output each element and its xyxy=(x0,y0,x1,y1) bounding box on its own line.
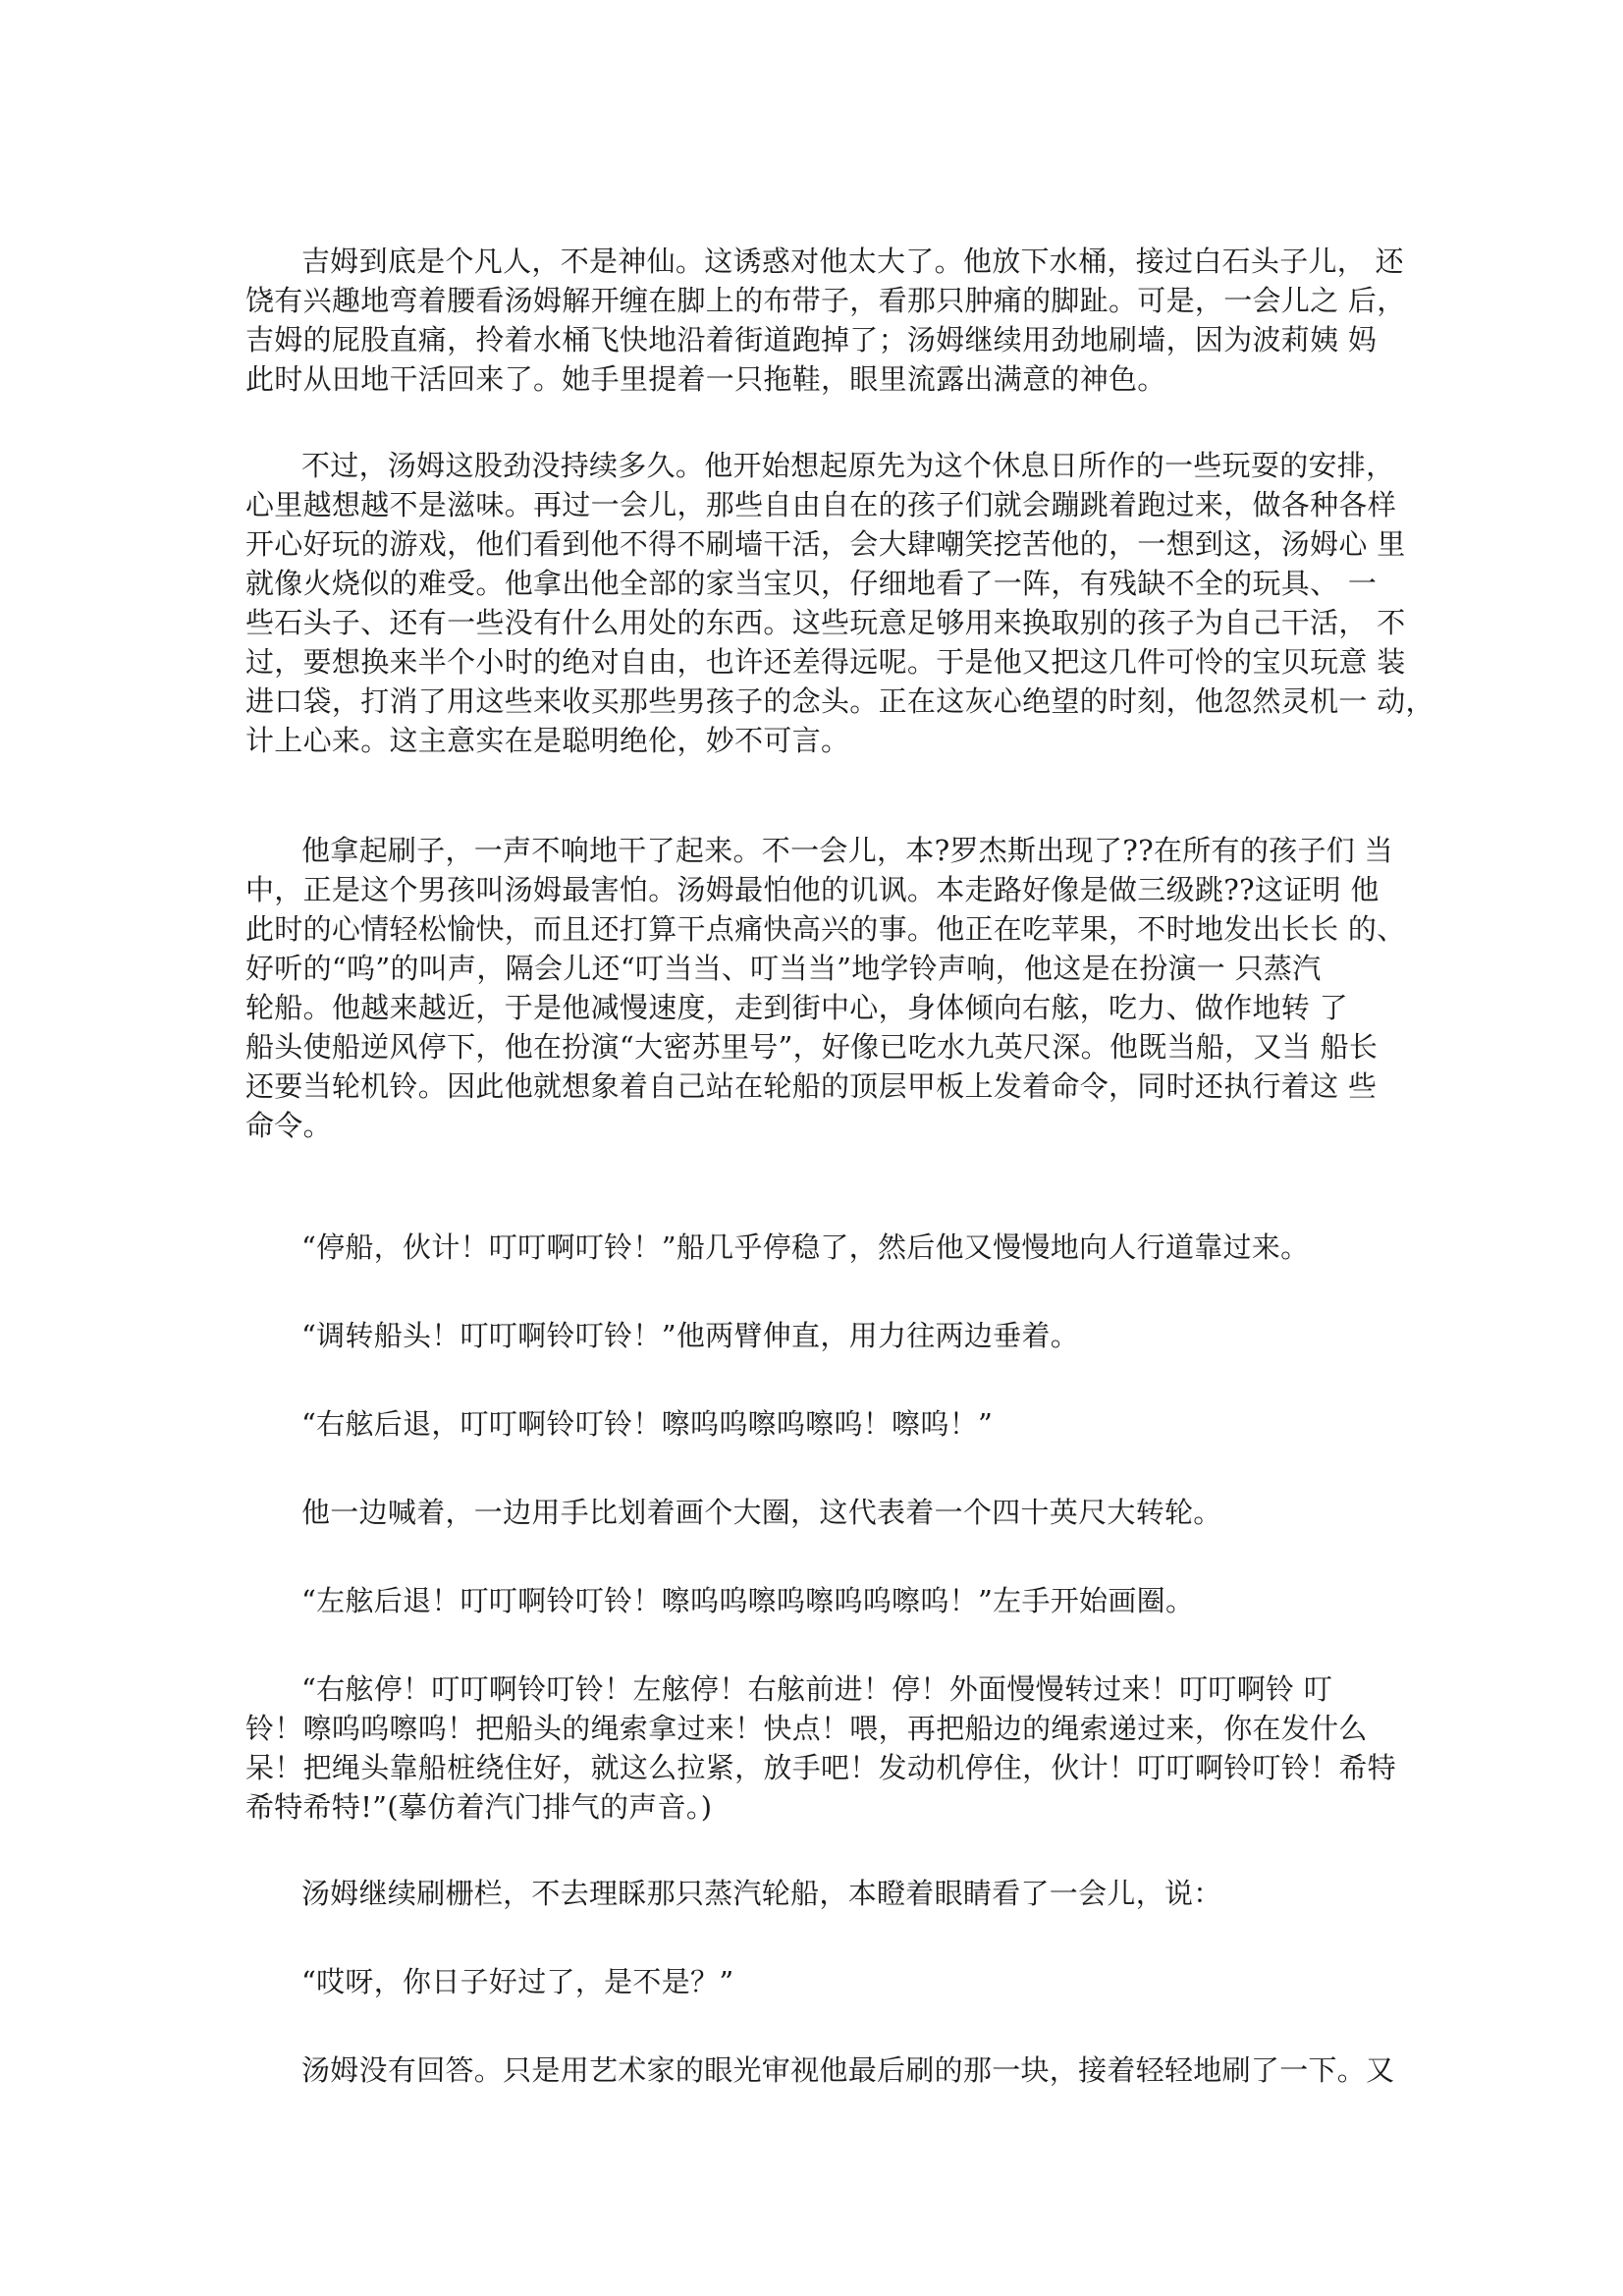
text-line: “左舷后退！叮叮啊铃叮铃！嚓呜呜嚓呜嚓呜呜嚓呜！”左手开始画圈。 xyxy=(301,1584,1195,1617)
text-line: 中，正是这个男孩叫汤姆最害怕。汤姆最怕他的讥讽。本走路好像是做三级跳??这证明 他 xyxy=(245,873,1380,906)
text-line: 吉姆到底是个凡人，不是神仙。这诱惑对他太大了。他放下水桶，接过白石头子儿， 还 xyxy=(301,245,1404,278)
text-line: 此时的心情轻松愉快，而且还打算干点痛快高兴的事。他正在吃苹果，不时地发出长长 的、 xyxy=(245,912,1406,946)
text-line: “右舷后退，叮叮啊铃叮铃！嚓呜呜嚓呜嚓呜！嚓呜！” xyxy=(301,1407,994,1441)
text-line: 船头使船逆风停下，他在扮演“大密苏里号”，好像已吃水九英尺深。他既当船，又当 船长 xyxy=(245,1030,1379,1064)
text-line: “哎呀，你日子好过了，是不是？” xyxy=(301,1965,734,1998)
text-line: 汤姆没有回答。只是用艺术家的眼光审视他最后刷的那一块，接着轻轻地刷了一下。又 xyxy=(301,2053,1395,2087)
text-line: 好听的“呜”的叫声，隔会儿还“叮当当、叮当当”地学铃声响，他这是在扮演一 只蒸汽 xyxy=(245,952,1322,985)
text-line: 心里越想越不是滋味。再过一会儿，那些自由自在的孩子们就会蹦跳着跑过来，做各种各样 xyxy=(245,488,1397,521)
text-line: “停船，伙计！叮叮啊叮铃！”船几乎停稳了，然后他又慢慢地向人行道靠过来。 xyxy=(301,1230,1310,1264)
text-line: 轮船。他越来越近，于是他减慢速度，走到街中心，身体倾向右舷，吃力、做作地转 了 xyxy=(245,991,1348,1024)
text-line: 不过，汤姆这股劲没持续多久。他开始想起原先为这个休息日所作的一些玩耍的安排， xyxy=(301,449,1395,482)
text-line: 命令。 xyxy=(245,1109,332,1142)
text-line: 还要当轮机铃。因此他就想象着自己站在轮船的顶层甲板上发着命令，同时还执行着这 些 xyxy=(245,1069,1378,1103)
text-line: 饶有兴趣地弯着腰看汤姆解开缠在脚上的布带子，看那只肿痛的脚趾。可是，一会儿之 后， xyxy=(245,284,1406,317)
text-line: 他拿起刷子，一声不响地干了起来。不一会儿，本?罗杰斯出现了??在所有的孩子们 当 xyxy=(301,834,1393,867)
text-line: 希特希特!”(摹仿着汽门排气的声音。) xyxy=(245,1790,713,1824)
text-line: 铃！嚓呜呜嚓呜！把船头的绳索拿过来！快点！喂，再把船边的绳索递过来，你在发什么 xyxy=(245,1712,1368,1745)
text-line: 开心好玩的游戏，他们看到他不得不刷墙干活，会大肆嘲笑挖苦他的，一想到这，汤姆心 里 xyxy=(245,527,1406,561)
text-line: “调转船头！叮叮啊铃叮铃！”他两臂伸直，用力往两边垂着。 xyxy=(301,1319,1080,1352)
text-line: “右舷停！叮叮啊铃叮铃！左舷停！右舷前进！停！外面慢慢转过来！叮叮啊铃 叮 xyxy=(301,1672,1333,1706)
text-line: 过，要想换来半个小时的绝对自由，也许还差得远呢。于是他又把这几件可怜的宝贝玩意 装 xyxy=(245,645,1406,679)
text-line: 就像火烧似的难受。他拿出他全部的家当宝贝，仔细地看了一阵，有残缺不全的玩具、 一 xyxy=(245,567,1378,600)
text-line: 计上心来。这主意实在是聪明绝伦，妙不可言。 xyxy=(245,724,850,757)
text-line: 此时从田地干活回来了。她手里提着一只拖鞋，眼里流露出满意的神色。 xyxy=(245,362,1166,396)
text-line: 汤姆继续刷栅栏，不去理睬那只蒸汽轮船，本瞪着眼睛看了一会儿，说： xyxy=(301,1877,1222,1910)
text-line: 吉姆的屁股直痛，拎着水桶飞快地沿着街道跑掉了；汤姆继续用劲地刷墙，因为波莉姨 妈 xyxy=(245,323,1378,356)
text-line: 他一边喊着，一边用手比划着画个大圈，这代表着一个四十英尺大转轮。 xyxy=(301,1496,1222,1529)
text-line: 呆！把绳头靠船桩绕住好，就这么拉紧，放手吧！发动机停住，伙计！叮叮啊铃叮铃！希特 xyxy=(245,1751,1397,1784)
text-line: 些石头子、还有一些没有什么用处的东西。这些玩意足够用来换取别的孩子为自己干活， 不 xyxy=(245,606,1406,639)
text-line: 进口袋，打消了用这些来收买那些男孩子的念头。正在这灰心绝望的时刻，他忽然灵机一 动， xyxy=(245,684,1434,718)
